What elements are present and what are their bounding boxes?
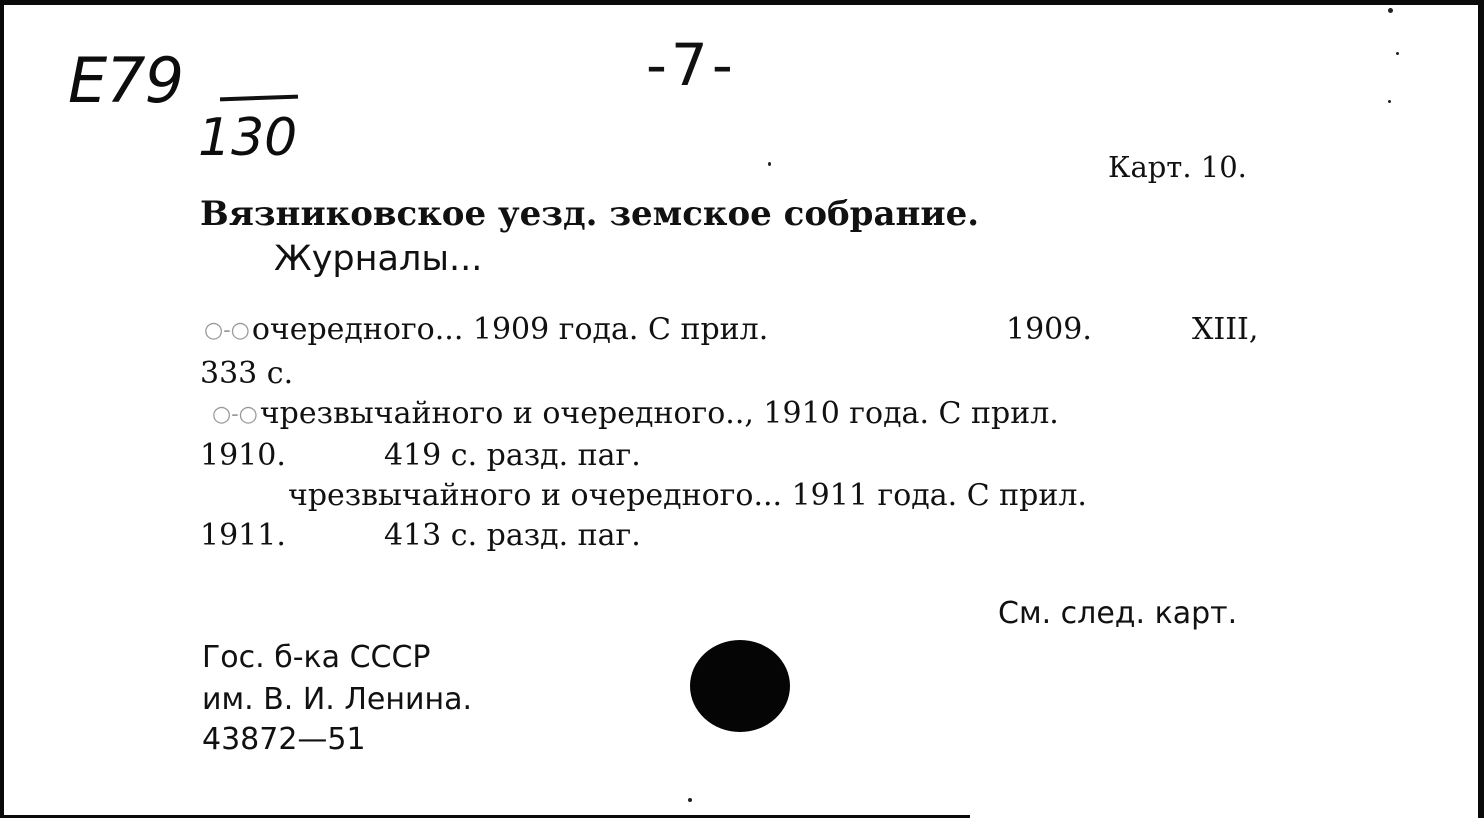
entry-1-volume: XIII, [1192,312,1259,347]
entry-1-line-1 [204,312,768,348]
see-next-card: См. след. карт. [998,596,1238,631]
entry-2-pages: 419 с. разд. паг. [384,438,641,473]
imprint-line-2: им. В. И. Ленина. [202,682,473,717]
shelfmark-fraction-line [220,95,298,102]
card-edge-right [1478,0,1484,818]
entry-1-marker: ○-○ [204,317,250,343]
entry-1-text: очередного... 1909 года. С прил. [251,312,769,347]
card-edge-left [0,0,4,818]
entry-3-year: 1911. [200,518,286,553]
entry-1-pages: 333 с. [200,356,294,391]
entry-heading: Вязниковское уезд. земское собрание. [200,194,980,234]
shelfmark-number: 130 [198,108,298,168]
punch-hole [690,640,790,732]
speck [768,162,771,166]
page-number: -7- [646,31,737,99]
shelfmark-code: E79 [68,44,184,117]
entry-2-year: 1910. [200,438,286,473]
entry-2-line-1 [212,396,1059,432]
entry-2-marker: ○-○ [212,401,258,427]
speck [1388,100,1391,103]
entry-3-line-1: чрезвычайного и очередного... 1911 года. С прил. [288,478,1087,513]
speck [1388,8,1393,13]
entry-subheading: Журналы... [274,239,483,279]
entry-1-year: 1909. [1006,312,1092,347]
speck [1396,52,1399,55]
entry-2-text: чрезвычайного и очередного.., 1910 года. С прил. [259,396,1059,431]
imprint-line-1: Гос. б-ка СССР [202,640,431,675]
imprint-line-3: 43872—51 [202,722,366,757]
card-edge-top [0,0,1484,5]
card-number: Карт. 10. [1108,150,1247,184]
entry-3-pages: 413 с. разд. паг. [384,518,641,553]
speck [688,798,692,802]
